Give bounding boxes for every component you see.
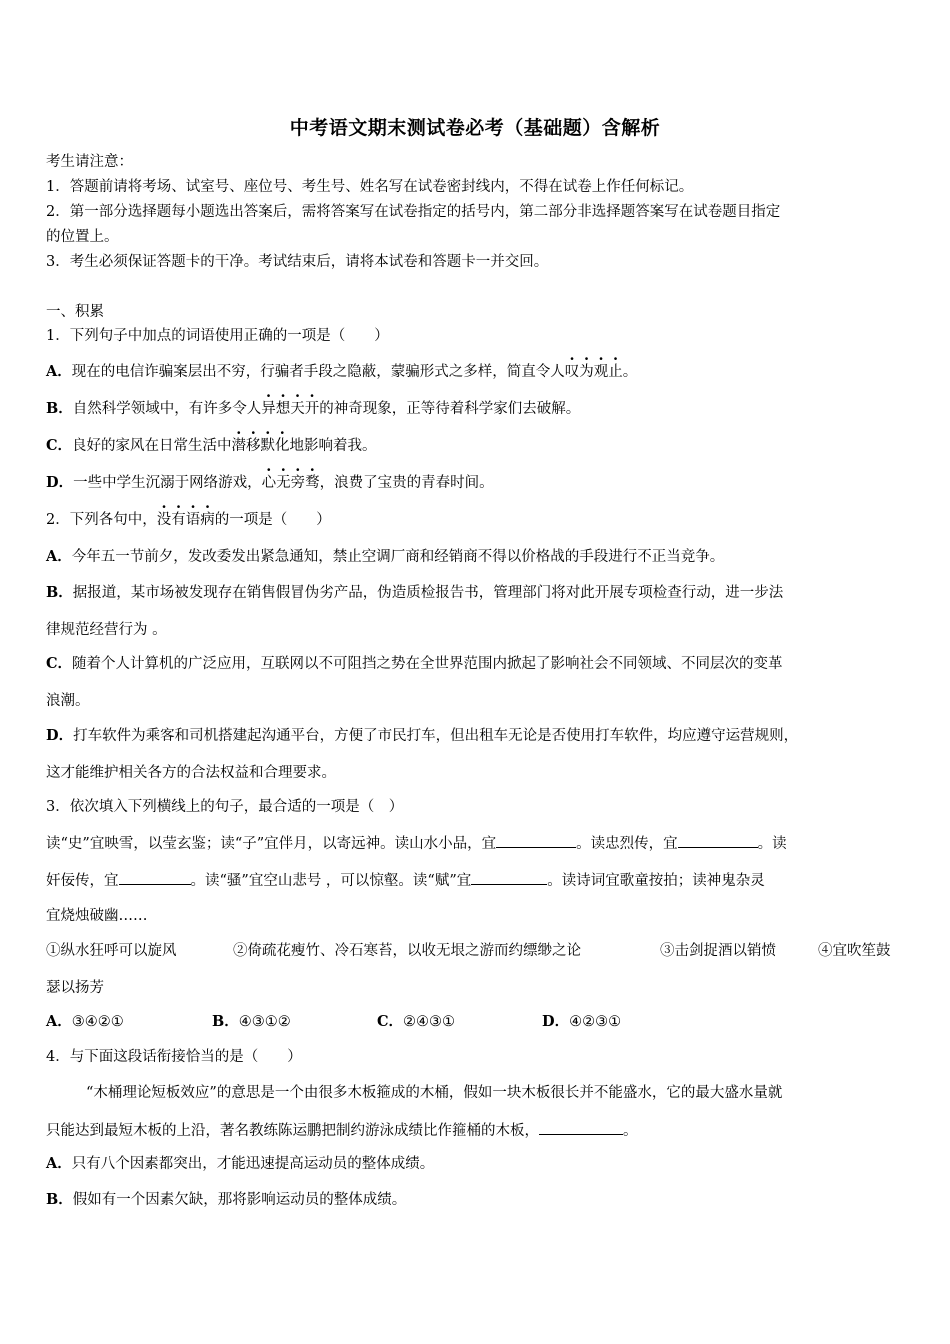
question-4-stem: 4．与下面这段话衔接恰当的是（ ） <box>46 1049 302 1065</box>
passage-text: 读“史”宜映雪，以莹玄鉴；读“子”宜伴月，以寄远神。读山水小品，宜 <box>46 836 497 852</box>
option-text: ④③①② <box>238 1014 291 1030</box>
emphasis-dot-char: 没 <box>156 512 172 528</box>
emphasis-dot-char: 旁 <box>290 475 306 491</box>
option-text: 现在的电信诈骗案层出不穷，行骗者手段之隐蔽，蒙骗形式之多样，简直令人 <box>71 364 565 380</box>
question-3-stem: 3．依次填入下列横线上的句子，最合适的一项是（ ） <box>46 799 404 815</box>
option-label: A． <box>46 363 72 380</box>
emphasis-dot-char: 潜 <box>231 438 247 454</box>
question-4-option-b <box>46 1190 406 1210</box>
option-label: D． <box>46 474 74 491</box>
option-text: ，浪费了宝贵的青春时间。 <box>319 475 494 491</box>
passage-text: 只能达到最短木板的上沿，著名教练陈运鹏把制约游泳成绩比作箍桶的木板， <box>46 1123 539 1139</box>
option-text: 打车软件为乘客和司机搭建起沟通平台，方便了市民打车，但出租车无论是否使用打车软件，均应遵守运营规则， <box>73 728 799 744</box>
emphasis-dot-char: 骛 <box>305 475 320 491</box>
question-2-option-a <box>46 547 724 567</box>
option-text: 随着个人计算机的广泛应用，互联网以不可阻挡之势在全世界范围内掀起了影响社会不同领域、不同层次的变革 <box>72 656 783 672</box>
dotted-word <box>232 438 290 454</box>
option-label: B． <box>46 400 73 417</box>
notice-item: 3．考生必须保证答题卡的干净。考试结束后，请将本试卷和答题卡一并交回。 <box>46 254 549 270</box>
emphasis-dot-char: 无 <box>276 475 291 491</box>
question-1-stem: 1．下列句子中加点的词语使用正确的一项是（ ） <box>46 328 389 344</box>
passage-text: 。读 <box>757 836 787 852</box>
option-label: D． <box>542 1013 570 1030</box>
passage-text: 奸佞传，宜 <box>46 873 119 889</box>
dotted-word <box>565 364 623 380</box>
notice-heading: 考生请注意： <box>46 154 133 170</box>
emphasis-dot-char: 默 <box>260 438 276 454</box>
choice-item: ②倚疏花瘦竹、冷石寒苔，以收无垠之游而约缥缈之论 <box>233 943 581 959</box>
page-title: 中考语文期末测试卷必考（基础题）含解析 <box>289 117 661 139</box>
passage-text: 。 <box>623 1123 638 1139</box>
option-text: ③④②① <box>71 1014 124 1030</box>
emphasis-dot-char: 叹 <box>564 364 580 380</box>
emphasis-dot-char: 心 <box>261 475 277 491</box>
question-4-option-a <box>46 1154 434 1174</box>
option-label: B． <box>46 1191 73 1208</box>
choice-item: ①纵水狂呼可以旋风 <box>46 943 177 959</box>
option-label: A． <box>46 548 72 565</box>
question-2-stem <box>46 510 331 530</box>
emphasis-dot-char: 开 <box>304 401 320 417</box>
option-text: ②④③① <box>403 1014 456 1030</box>
option-text: 据报道，某市场被发现存在销售假冒伪劣产品，伪造质检报告书，管理部门将对此开展专项检查行动，进一步法 <box>72 585 784 601</box>
question-3-passage <box>46 870 765 891</box>
dotted-word <box>157 512 215 528</box>
question-3-passage <box>46 833 787 854</box>
option-label: B． <box>212 1013 239 1030</box>
emphasis-dot-char: 止 <box>608 364 623 380</box>
emphasis-dot-char: 移 <box>246 438 261 454</box>
question-4-passage: “木桶理论短板效应”的意思是一个由很多木板箍成的木桶，假如一块木板很长并不能盛水，它的最大盛水量就 <box>86 1085 783 1101</box>
option-label: C． <box>46 437 73 454</box>
emphasis-dot-char: 语 <box>185 512 201 528</box>
option-label: C． <box>46 655 73 672</box>
option-text: 地影响着我。 <box>289 438 377 454</box>
emphasis-dot-char: 为 <box>579 364 594 380</box>
fill-blank[interactable] <box>119 870 191 885</box>
emphasis-dot-char: 天 <box>290 401 305 417</box>
question-1-option-b <box>46 399 580 419</box>
passage-text: 。读忠烈传，宜 <box>576 836 678 852</box>
question-3-option-a <box>46 1012 124 1032</box>
stem-text: 的一项是（ ） <box>214 512 331 528</box>
option-text: 一些中学生沉溺于网络游戏， <box>73 475 262 491</box>
choice-item: 瑟以扬芳 <box>46 980 104 996</box>
emphasis-dot-char: 有 <box>171 512 186 528</box>
question-1-option-a <box>46 362 637 382</box>
section-heading: 一、积累 <box>46 304 104 320</box>
option-text: ④②③① <box>569 1014 622 1030</box>
option-label: A． <box>46 1155 72 1172</box>
question-3-option-d <box>542 1012 621 1032</box>
option-text: 的神奇现象，正等待着科学家们去破解。 <box>319 401 581 417</box>
question-4-passage <box>46 1120 638 1141</box>
dotted-word <box>262 475 320 491</box>
passage-text: 。读“骚”宜空山悲号 ，可以惊壑。读“赋”宜 <box>190 873 472 889</box>
notice-item: 的位置上。 <box>46 229 119 245</box>
fill-blank[interactable] <box>539 1120 623 1135</box>
notice-item: 1．答题前请将考场、试室号、座位号、考生号、姓名写在试卷密封线内，不得在试卷上作任何标记。 <box>46 179 694 195</box>
fill-blank[interactable] <box>471 870 547 885</box>
option-label: D． <box>46 727 74 744</box>
choice-item: ③击剑捉酒以销愤 <box>660 943 776 959</box>
question-2-option-d-cont: 这才能维护相关各方的合法权益和合理要求。 <box>46 765 336 781</box>
choice-item: ④宜吹笙鼓 <box>818 943 891 959</box>
question-2-option-b-cont: 律规范经营行为 。 <box>46 622 167 638</box>
notice-item: 2．第一部分选择题每小题选出答案后，需将答案写在试卷指定的括号内，第二部分非选择题答案写在试卷题目指定 <box>46 204 781 220</box>
question-2-option-d <box>46 726 798 746</box>
dotted-word <box>261 401 319 417</box>
question-1-option-d <box>46 473 494 493</box>
question-2-option-c-cont: 浪潮。 <box>46 693 90 709</box>
option-text: 今年五一节前夕，发改委发出紧急通知，禁止空调厂商和经销商不得以价格战的手段进行不正当竞争。 <box>71 549 725 565</box>
option-text: 。 <box>622 364 638 380</box>
emphasis-dot-char: 病 <box>200 512 215 528</box>
emphasis-dot-char: 化 <box>275 438 290 454</box>
option-text: 假如有一个因素欠缺，那将影响运动员的整体成绩。 <box>72 1192 407 1208</box>
question-2-option-b <box>46 583 783 603</box>
option-text: 良好的家风在日常生活中 <box>72 438 232 454</box>
emphasis-dot-char: 观 <box>593 364 609 380</box>
question-3-passage: 宜烧烛破幽…… <box>46 908 148 924</box>
stem-text: 2．下列各句中， <box>46 512 157 528</box>
emphasis-dot-char: 想 <box>275 401 291 417</box>
fill-blank[interactable] <box>678 833 758 848</box>
question-3-option-c <box>377 1012 455 1032</box>
emphasis-dot-char: 异 <box>261 401 276 417</box>
question-1-option-c <box>46 436 377 456</box>
question-3-option-b <box>212 1012 291 1032</box>
option-label: C． <box>377 1013 404 1030</box>
option-label: A． <box>46 1013 72 1030</box>
option-text: 自然科学领域中，有许多令人 <box>72 401 262 417</box>
passage-text: 。读诗词宜歌童按拍；读神鬼杂灵 <box>547 873 765 889</box>
option-text: 只有八个因素都突出，才能迅速提高运动员的整体成绩。 <box>71 1156 435 1172</box>
question-2-option-c <box>46 654 783 674</box>
fill-blank[interactable] <box>496 833 576 848</box>
option-label: B． <box>46 584 73 601</box>
